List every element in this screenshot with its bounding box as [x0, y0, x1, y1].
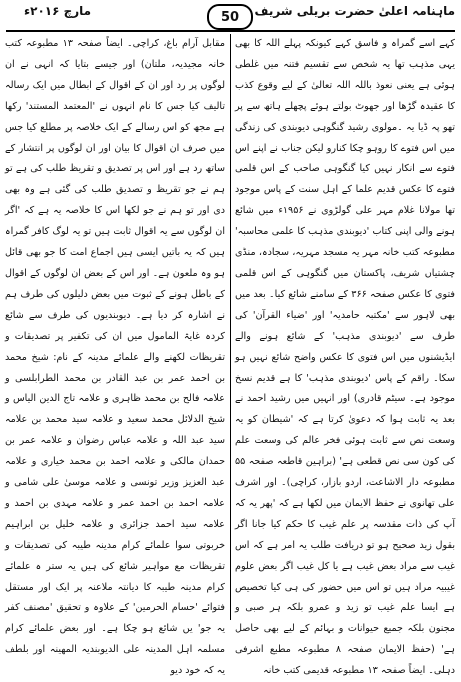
header-rule: [6, 30, 455, 32]
right-column: [234, 34, 456, 677]
magazine-title: ماہنامہ اعلیٰ حضرت بریلی شریف: [254, 4, 455, 18]
page-number-badge: [207, 4, 253, 30]
left-column-text: مقابل آرام باغ، کراچی۔ ایضاً صفحہ ۱۳ مطبوعہ کتب خانہ مجیدیہ، ملتان) اور جیسے بتایا کہ انہی نے ان لوگوں پر رد اور ان کے اقوال کے ابطال میں ایک رسالہ تالیف کیا جس کا نام انہوں نے 'المعتمد المستند' رکھا ہے مجھ کو اس رسالے کے ایک خلاصہ پر مطلع کیا جس میں صرف ان اقوال کا بیان اور ان لوگوں پر انتشار کے ساتھ رد ہے اور اس پر تصدیق و تقریظ طلب کی ہے تو ہم نے جو تقریظ و تصدیق طلب کی گئی ہے وہ بھی دی اور تو ہم نے جو لکھا اس کا خلاصہ یہ ہے کہ 'اگر ان لوگوں سے یہ اقوال ثابت ہیں تو یہ لوگ کافر گمراہ ہیں کہ یہ باتیں ایسی ہیں اجماع امت کا جو بھی قائل ہو وہ ملعون ہے۔ اور اس کے بعض ان لوگوں کے اقوال کے باطل ہونے کے ثبوت میں بعض دلیلوں کی طرف ہم نے اشارہ کر دیا ہے۔ دیوبندیوں کی طرف سے شائع کردہ غایۃ المامول میں ان کی تکفیر پر تصدیقات و تقریظات لکھنے والے علمائے مدینہ کے نام: شیخ محمد بن احمد عمر بن عبد القادر بن محمد الطرابلسی و علامہ فالح بن محمد ظاہری و علامہ تاج الدین الیاس و شیخ الدلائل محمد سعید و علامہ سید محمد بن علامہ سید عبد اللہ و علامہ عباس رضوان و علامہ عمر بن حمدان مالکی و علامہ احمد بن محمد خیاری و علامہ عبد العزیز وزیر تونسی و علامہ موسیٰ علی شامی و علامہ احمد بن احمد عمر و علامہ مہدی بن احمد و علامہ سید احمد جزائری و علامہ خلیل بن ابراہیم خربوتی سوا علمائے کرام مدینہ طیبہ کی تصدیقات و تقریظات مع مواہیر شائع کی ہیں یہ ستر ہ علمائے کرام مدینہ طیبہ کا دیانتہ ملاعنہ پر ایک اور مستقل فتوائے 'حسام الحرمین' کے علاوہ و تحقیق 'مصنف کفر یہ جو' یں شائع ہو چکا ہے۔ اور بعض علمائے کرام مسلمہ اہل المدينہ علی الديوبنديہ المهينہ اور بلطف یہ کہ خود دیو: [5, 38, 225, 677]
left-column: [4, 34, 226, 677]
page-number: 50: [220, 9, 240, 25]
issue-date: مارچ ۲۰۱۶ء: [24, 4, 92, 18]
column-divider: [230, 34, 231, 620]
right-column-text: کہے اسے گمراہ و فاسق کہے کیونکہ پہلے اللہ کا بھی یہی مذہب تھا یہ شخص سے تقسیم فتنہ میں غلطی ہوئی ہے یعنی نعوذ باللہ اللہ تعالیٰ کے لیے وقوع کذب کا عقیدہ گڑھا اور جھوٹ بولتے ہوئے پچھلے ہاتھ سے پر تھو پہ ڈیا یہ ۔مولوی رشید گنگوہی دیوبندی کی زندگی میں اس فتوے کا روہو چکا کنارو لیکن جناب نے اپنے اس فتوے سے انکار نہیں کیا گنگوہی صاحب کے اس قلمی فتوے کا عکس قدیم علما کے اہل سنت کے پاس موجود تھا مولانا غلام مہر علی گولڑوی نے ۱۹۵۶ء میں شائع ہونے والی اپنی کتاب 'دیوبندی مذہب کا علمی محاسبہ' مطبوعہ کتب خانہ مہر یہ مسجد مہریہ، سجادہ، منڈی چشتیاں شریف، پاکستان میں گنگوہی کے اس قلمی فتوی کا عکس صفحہ ۳۶۶ کے سامنے شائع کیا۔ بعد میں بھی لاہور سے 'مکتبہ حامدیہ' اور 'ضیاء القرآن' کی طرف سے 'دیوبندی مذہب' کے شائع ہونے والے ایڈیشنوں میں اس فتوی کا عکس واضح شائع نہیں ہو سکا۔ راقم کے پاس 'دیوبندی مذہب' کا ہے قدیم نسخ موجود ہے۔ سیٹم قادری) اور انہیں میں رشید احمد نے بعد یہ ثابت ہوا کہ دعویٰ کرتا ہے کہ 'شیطان کو یہ وسعت نص سے ثابت ہوئی فخر عالم کی وسعت علم کی کون سی نص قطعی ہے' (براہین قاطعہ صفحہ ۵۵ مطبوعہ دار الاشاعت، اردو بازار، کراچی)۔ اور اشرف علی تھانوی نے حفظ الایمان میں لکھا ہے کہ 'پھر یہ کہ آپ کی ذات مقدسہ پر علم غیب کا حکم کیا جانا اگر بقول زید صحیح ہو تو دریافت طلب یہ امر ہے کہ اس غیب سے مراد بعض غیب ہے یا کل غیب اگر بعض علوم غیبیہ مراد ہیں تو اس میں حضور کی ہی کیا تخصیص ہے ایسا علم غیب تو زید و عمرو بلکہ ہر صبی و مجنون بلکہ جمیع حیوانات و بہائم کے لیے بھی حاصل ہے' (حفظ الایمان صفحہ ۸ مطبوعہ مطبع اشرفی دہلی۔ ایضاً صفحہ ۱۳ مطبوعہ قدیمی کتب خانہ: [235, 38, 456, 677]
